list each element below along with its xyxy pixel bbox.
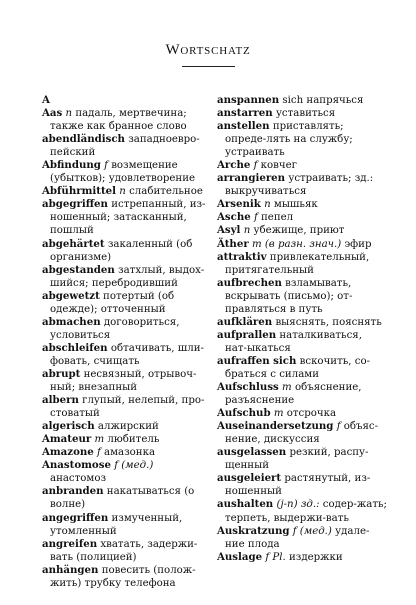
entry-headword: abschleifen (42, 341, 108, 354)
entry-translation: уставиться (275, 108, 336, 120)
entry-grammar: n (264, 199, 271, 211)
dictionary-entry (217, 420, 387, 446)
dictionary-entry (42, 420, 210, 433)
entry-headword: Aufschub (217, 407, 271, 420)
entry-translation: затхлый, выдох-шийся; перебродивший (50, 264, 205, 289)
entry-headword: ausgelassen (217, 446, 287, 459)
dictionary-entry (217, 94, 387, 107)
entry-translation: анастомоз (50, 473, 107, 485)
dictionary-entry (42, 459, 210, 485)
entry-translation: объяснение, разъяснение (225, 382, 362, 407)
dictionary-entry (217, 198, 387, 211)
entry-translation: возмещение (убытков); удовлетворение (50, 160, 196, 185)
entry-grammar: f (253, 212, 258, 224)
entry-grammar: f (мед.) (114, 460, 154, 472)
entry-translation: пепел (261, 212, 294, 224)
entry-grammar: m (273, 408, 284, 420)
dictionary-entry (217, 498, 387, 524)
entry-headword: anstarren (217, 107, 273, 120)
entry-headword: abgestanden (42, 263, 115, 276)
entry-headword: aufbrechen (217, 276, 282, 289)
dictionary-entry (217, 251, 387, 277)
dictionary-entry (217, 107, 387, 120)
entry-translation: накатываться (о волне) (50, 486, 195, 511)
dictionary-entry (217, 381, 387, 407)
entry-translation: вскочить, со-браться с силами (225, 355, 371, 380)
entry-translation: приставлять; опреде-лять на службу; устраивать (225, 121, 353, 159)
dictionary-entry (42, 342, 210, 368)
entry-headword: Anastomose (42, 459, 111, 472)
entry-translation: повесить (полож-жить) трубку телефона (50, 564, 196, 589)
entry-grammar: f (253, 160, 258, 172)
dictionary-entry (42, 198, 210, 237)
entry-translation: истрепанный, из-ношенный; затасканный, пошлый (50, 199, 206, 237)
dictionary-entry (217, 211, 387, 224)
entry-translation: издержки (289, 551, 343, 563)
entry-headword: aufraffen sich (217, 354, 297, 367)
entry-translation: несвязный, отрывоч-ный; внезапный (50, 368, 197, 394)
entry-translation: потертый (об одежде); отточенный (50, 290, 175, 315)
entry-grammar: m (282, 382, 292, 394)
entry-translation: убежище, приют (253, 225, 345, 237)
dictionary-entry (217, 329, 387, 355)
dictionary-entry (217, 525, 387, 551)
entry-translation: выяснять, пояснять (275, 316, 382, 328)
dictionary-entry (217, 159, 387, 172)
entry-translation: слабительное (129, 186, 203, 198)
entry-grammar: (j-n) зд.: (276, 499, 320, 511)
entry-headword: aufklären (217, 315, 273, 328)
entry-translation: амазонка (104, 447, 156, 459)
dictionary-entry (42, 185, 210, 198)
entry-headword: angegriffen (42, 511, 109, 524)
entry-grammar: n (243, 225, 251, 237)
entry-headword: Asyl (217, 224, 241, 237)
dictionary-entry (217, 407, 387, 420)
entry-translation: падаль, мертвечина; также как бранное слово (50, 108, 187, 133)
dictionary-entry (42, 446, 210, 459)
dictionary-entry (217, 172, 387, 198)
entry-translation: алжирский (97, 421, 159, 433)
dictionary-entry (217, 238, 387, 251)
entry-headword: A (42, 94, 50, 106)
entry-grammar: m (в разн. знач.) (251, 238, 342, 250)
entry-grammar: n (119, 186, 126, 198)
entry-translation: любитель (107, 434, 160, 446)
entry-translation: западноевро-пейский (50, 134, 200, 159)
dictionary-entry (42, 238, 210, 264)
entry-headword: algerisch (42, 420, 95, 433)
entry-headword: Arsenik (217, 198, 261, 211)
dictionary-entry (217, 120, 387, 159)
dictionary-entry (42, 133, 210, 159)
entry-headword: Aas (42, 107, 63, 120)
entry-translation: закаленный (об организме) (50, 238, 193, 263)
entry-grammar: m (94, 434, 105, 446)
entry-headword: Auskratzung (217, 524, 290, 537)
left-column (42, 94, 210, 590)
entry-headword: angreifen (42, 537, 98, 550)
entry-headword: Aufschluss (217, 381, 279, 394)
page-title: Wortschatz (165, 42, 251, 58)
dictionary-entry (42, 538, 210, 564)
dictionary-entry (42, 264, 210, 290)
right-column (217, 94, 387, 564)
entry-grammar: f (104, 160, 108, 172)
entry-translation: мышьяк (273, 199, 318, 211)
entry-translation: взламывать, вскрывать (письмо); от-правляться в путь (225, 277, 353, 315)
entry-headword: abgegriffen (42, 198, 108, 211)
entry-grammar: n (65, 108, 73, 120)
entry-headword: Amateur (42, 433, 92, 446)
entry-translation: sich напрячься (282, 95, 364, 106)
entry-headword: Amazone (42, 446, 94, 459)
entry-translation: растянутый, из-ношенный (225, 473, 371, 498)
entry-headword: abmachen (42, 315, 101, 328)
dictionary-entry (42, 394, 210, 420)
dictionary-entry (42, 290, 210, 316)
entry-translation: измученный, утомленный (50, 512, 183, 537)
entry-headword: aushalten (217, 498, 274, 511)
entry-translation: хватать, задержи-вать (полицией) (50, 538, 198, 563)
entry-headword: abgehärtet (42, 237, 105, 250)
entry-headword: abendländisch (42, 133, 125, 146)
entry-headword: Arche (217, 159, 251, 172)
entry-grammar: f (мед.) (292, 525, 332, 537)
dictionary-entry (42, 316, 210, 342)
dictionary-entry (42, 159, 210, 185)
entry-headword: Asche (217, 211, 251, 224)
dictionary-entry (42, 485, 210, 511)
dictionary-entry (217, 355, 387, 381)
dictionary-entry (42, 107, 210, 133)
entry-translation: резкий, распу-щенный (225, 447, 369, 472)
dictionary-entry (217, 551, 387, 564)
entry-headword: albern (42, 394, 79, 407)
entry-headword: Äther (217, 237, 249, 250)
entry-headword: anstellen (217, 120, 270, 133)
dictionary-entry (42, 94, 210, 107)
entry-translation: обтачивать, шли-фовать, счищать (50, 342, 204, 367)
dictionary-entry (217, 472, 387, 498)
entry-translation: устраивать; зд.: выкручиваться (225, 173, 374, 198)
entry-translation: удале-ние плода (225, 525, 370, 550)
entry-headword: abrupt (42, 367, 81, 380)
dictionary-entry (217, 446, 387, 472)
dictionary-entry (42, 368, 210, 394)
entry-translation: эфир (344, 238, 372, 250)
dictionary-entry (42, 512, 210, 538)
entry-translation: отсрочка (286, 408, 337, 420)
entry-translation: объяс-нение, дискуссия (225, 421, 379, 446)
title-divider (182, 66, 235, 67)
entry-translation: привлекательный, притягательный (225, 251, 370, 276)
entry-translation: наталкиваться, нат-ыкаться (225, 329, 362, 354)
entry-headword: Auseinandersetzung (217, 420, 334, 433)
entry-headword: arrangieren (217, 172, 286, 185)
entry-headword: Auslage (217, 550, 263, 563)
dictionary-entry (42, 433, 210, 446)
entry-headword: aufprallen (217, 328, 277, 341)
entry-translation: содер-жать; терпеть, выдержи-вать (225, 499, 387, 524)
entry-headword: anspannen (217, 94, 280, 106)
entry-headword: Abführmittel (42, 185, 117, 198)
entry-grammar: f Pl. (265, 551, 286, 563)
dictionary-entry (217, 316, 387, 329)
entry-headword: attraktiv (217, 250, 267, 263)
entry-grammar: f (97, 447, 101, 459)
dictionary-entry (217, 224, 387, 237)
entry-translation: глупый, нелепый, про-стоватый (50, 395, 205, 420)
dictionary-entry (42, 564, 210, 590)
entry-grammar: f (336, 421, 341, 433)
dictionary-entry (217, 277, 387, 316)
entry-headword: anhängen (42, 563, 99, 576)
entry-translation: договориться, условиться (50, 316, 180, 341)
entry-headword: Abfindung (42, 159, 101, 172)
entry-headword: anbranden (42, 485, 104, 498)
entry-translation: ковчег (260, 160, 297, 172)
entry-headword: abgewetzt (42, 289, 100, 302)
entry-headword: ausgeleiert (217, 472, 282, 485)
